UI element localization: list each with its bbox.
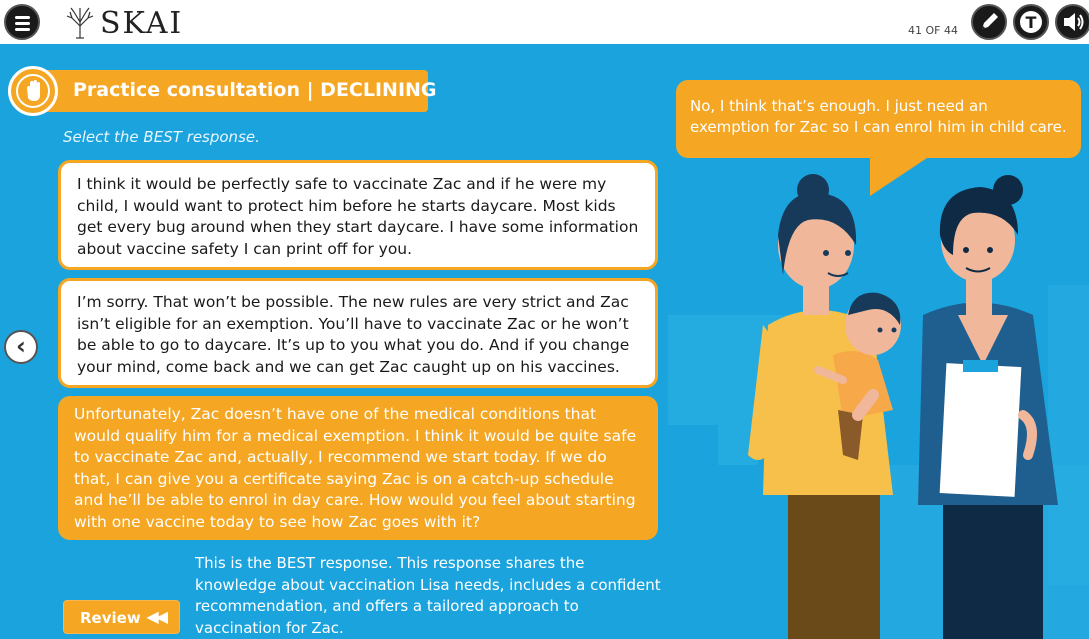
- instruction-text: Select the BEST response.: [63, 128, 260, 146]
- back-button[interactable]: [4, 330, 38, 364]
- tree-icon: [62, 4, 98, 40]
- feedback-text: This is the BEST response. This response shares the knowledge about vaccination Lisa needs, includes a confident recommendation, and offers a tailored approach to vaccination for Zac.: [195, 554, 661, 637]
- logo: [62, 4, 192, 40]
- page-title: Practice consultation | DECLINING: [73, 79, 437, 101]
- header-badge: [8, 66, 58, 116]
- text-icon: [1015, 6, 1047, 38]
- header-badge-inner: [16, 74, 50, 108]
- page-counter: 41 OF 44: [908, 24, 958, 37]
- response-option-3[interactable]: Unfortunately, Zac doesn’t have one of the medical conditions that would qualify him for a medical exemption. I think it would be quite safe to vaccinate Zac and, actually, I recommend we start today. If we do that, I can give you a certificate saying Zac is on a catch-up schedule and he’ll be able to enrol in day care. How would you feel about starting with one vaccine today to see how Zac goes with it?: [58, 396, 658, 540]
- hand-icon: [18, 76, 48, 106]
- speech-bubble: No, I think that’s enough. I just need an exemption for Zac so I can enrol him in child care.: [676, 80, 1081, 158]
- rewind-icon: ◀◀: [146, 607, 165, 626]
- chevron-left-icon: ‹: [16, 332, 26, 360]
- text-size-button[interactable]: [1013, 4, 1049, 40]
- review-label: Review: [80, 609, 141, 627]
- pencil-button[interactable]: [971, 4, 1007, 40]
- section-header: [8, 70, 437, 112]
- svg-text:T: T: [1025, 13, 1037, 32]
- review-button[interactable]: [63, 600, 180, 634]
- speaker-icon: [1057, 6, 1089, 38]
- top-bar: [0, 0, 1089, 44]
- response-option-2[interactable]: I’m sorry. That won’t be possible. The new rules are very strict and Zac isn’t eligible for an exemption. You’ll have to vaccinate Zac or he won’t be able to go to daycare. It’s up to you what you do. And if you change your mind, come back and we can get Zac caught up on his vaccines.: [58, 278, 658, 388]
- logo-text: SKAI: [100, 6, 184, 41]
- menu-button[interactable]: [4, 4, 40, 40]
- response-option-1[interactable]: I think it would be perfectly safe to vaccinate Zac and if he were my child, I would want to protect him before he starts daycare. Most kids get every bug around when they start daycare. I have some information about vaccine safety I can print off for you.: [58, 160, 658, 270]
- consultation-illustration: [668, 165, 1089, 639]
- background-wall: [1048, 285, 1089, 585]
- pencil-icon: [973, 6, 1005, 38]
- audio-button[interactable]: [1055, 4, 1089, 40]
